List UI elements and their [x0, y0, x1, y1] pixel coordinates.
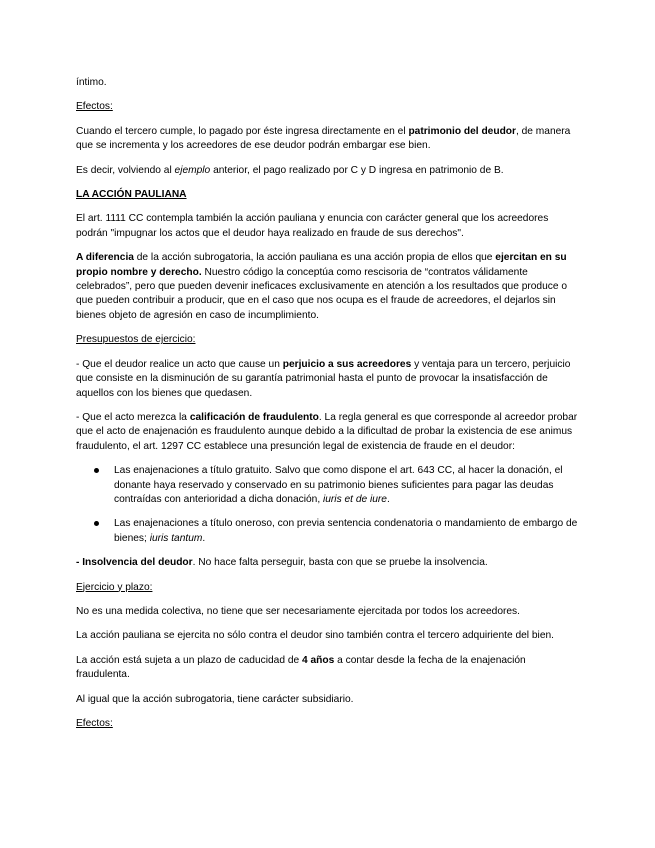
section-heading: Presupuestos de ejercicio: [76, 334, 196, 346]
italic-text: iuris tantum [149, 532, 203, 544]
paragraph [76, 164, 581, 178]
paragraph: No es una medida colectiva, no tiene que ser necesariamente ejercitada por todos los acreedores. [76, 605, 520, 617]
text-run: La acción está sujeta a un plazo de caducidad de [76, 654, 302, 666]
document-page [76, 76, 581, 741]
list-item [76, 517, 581, 546]
list-item [76, 464, 581, 507]
paragraph [76, 358, 581, 401]
text-run: de la acción subrogatoria, la acción pauliana es una acción propia de ellos que [133, 252, 496, 264]
bold-text: A diferencia [76, 252, 134, 264]
text-run: Es decir, volviendo al [76, 164, 175, 176]
text-run: . [386, 493, 390, 505]
italic-text: ejemplo [174, 164, 211, 176]
paragraph: íntimo. [76, 77, 107, 88]
paragraph [76, 411, 581, 454]
paragraph [76, 556, 581, 570]
paragraph: El art. 1111 CC contempla también la acción pauliana y enuncia con carácter general que los acreedores podrán "impugnar los actos que el deudor haya realizado en fraude de sus derechos". [76, 213, 549, 239]
text-run: - Que el deudor realice un acto que cause un [76, 358, 283, 370]
italic-text: iuris et de iure [322, 493, 387, 505]
text-run: Las enajenaciones a título oneroso, con previa sentencia condenatoria o mandamiento de embargo de bienes; [114, 518, 578, 544]
bold-text: - Insolvencia del deudor [76, 557, 193, 569]
text-run: anterior, el pago realizado por C y D ingresa en patrimonio de B. [210, 164, 504, 176]
section-heading: Efectos: [76, 101, 113, 113]
list-item-text [114, 464, 581, 507]
text-run: , de manera que se incrementa y los acreedores de ese deudor podrán embargar ese bien. [76, 125, 571, 152]
text-run: Las enajenaciones a título gratuito. Salvo que como dispone el art. 643 CC, al hacer la donación, el donante haya reservado y conservado en su patrimonio bienes suficientes para pagar las deudas contraídas con anterioridad a dicha donación, [114, 465, 563, 505]
bold-text: calificación de fraudulento [189, 411, 319, 423]
bold-text: patrimonio del deudor [408, 125, 516, 137]
text-run: Nuestro código la conceptúa como rescisoria de “contratos válidamente celebrados”, pero que pueden devenir ineficaces exclusivamente en atención a los resultados que produce o que pueden contribuir a producir, que en el caso que nos ocupa es el fraude de acreedores, el dejarlos sin bienes objeto de agresión en caso de incumplimiento. [76, 266, 568, 321]
text-run: a contar desde la fecha de la enajenación fraudulenta. [76, 654, 526, 681]
bullet-icon [76, 517, 114, 546]
bold-text: perjuicio a sus acreedores [282, 358, 412, 370]
paragraph: Al igual que la acción subrogatoria, tiene carácter subsidiario. [76, 693, 354, 705]
paragraph [76, 125, 581, 154]
text-run: - Que el acto merezca la [76, 411, 190, 423]
section-heading: Efectos: [76, 718, 113, 729]
text-run: Cuando el tercero cumple, lo pagado por éste ingresa directamente en el [76, 125, 409, 137]
paragraph: La acción pauliana se ejercita no sólo contra el deudor sino también contra el tercero adquiriente del bien. [76, 630, 554, 642]
bullet-icon [76, 464, 114, 507]
section-heading: Ejercicio y plazo: [76, 581, 153, 593]
section-heading: LA ACCIÓN PAULIANA [76, 189, 187, 201]
text-run: . No hace falta perseguir, basta con que se pruebe la insolvencia. [192, 557, 488, 569]
paragraph [76, 251, 581, 323]
paragraph [76, 654, 581, 683]
text-run: . La regla general es que corresponde al acreedor probar que el acto de enajenación es fraudulento aunque debido a la dificultad de probar la existencia de ese animus fraudulento, el art. 1297 CC establece una presunción legal de existencia de fraude en el deudor: [76, 411, 578, 452]
bold-text: 4 años [302, 654, 335, 666]
text-run: y ventaja para un tercero, perjuicio que consiste en la disminución de su garantía patrimonial hasta el punto de provocar la insatisfacción de aquellos con los bienes que quedasen. [76, 358, 571, 399]
bold-text: ejercitan en su propio nombre y derecho. [76, 252, 567, 278]
text-run: . [202, 532, 206, 544]
list-item-text [114, 517, 581, 546]
